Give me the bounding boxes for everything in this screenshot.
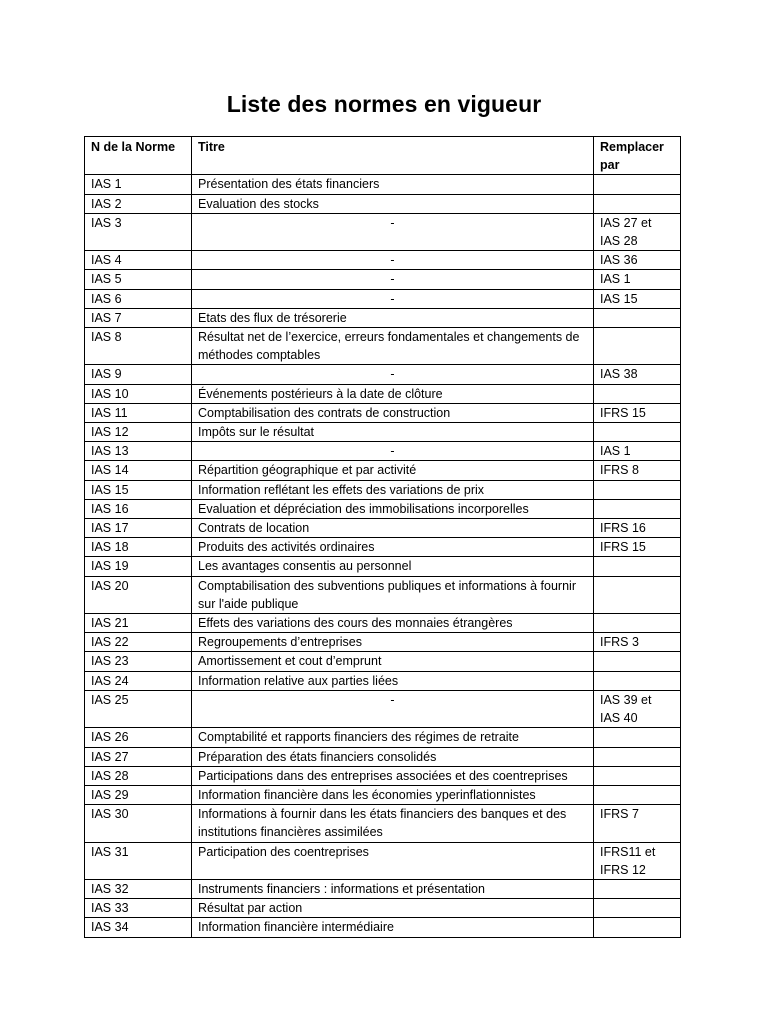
cell-title: Information reflétant les effets des variations de prix bbox=[192, 480, 594, 499]
table-row bbox=[85, 538, 681, 557]
cell-title: - bbox=[192, 690, 594, 727]
table-row bbox=[85, 842, 681, 879]
table-row bbox=[85, 557, 681, 576]
table-header-row bbox=[85, 137, 681, 175]
cell-title: Résultat par action bbox=[192, 899, 594, 918]
cell-replaced: IAS 36 bbox=[594, 251, 681, 270]
cell-title: Produits des activités ordinaires bbox=[192, 538, 594, 557]
cell-title: - bbox=[192, 270, 594, 289]
cell-title: - bbox=[192, 251, 594, 270]
cell-replaced bbox=[594, 576, 681, 613]
table-row bbox=[85, 480, 681, 499]
table-row bbox=[85, 690, 681, 727]
cell-norm: IAS 8 bbox=[85, 328, 192, 365]
cell-title: Préparation des états financiers consolidés bbox=[192, 747, 594, 766]
table-row bbox=[85, 766, 681, 785]
table-row bbox=[85, 614, 681, 633]
cell-norm: IAS 14 bbox=[85, 461, 192, 480]
cell-replaced: IFRS 7 bbox=[594, 805, 681, 842]
cell-replaced: IAS 15 bbox=[594, 289, 681, 308]
table-row bbox=[85, 879, 681, 898]
header-replaced: Remplacer par bbox=[594, 137, 681, 175]
cell-norm: IAS 6 bbox=[85, 289, 192, 308]
table-row bbox=[85, 918, 681, 937]
cell-norm: IAS 28 bbox=[85, 766, 192, 785]
table-row bbox=[85, 423, 681, 442]
cell-norm: IAS 21 bbox=[85, 614, 192, 633]
cell-title: Contrats de location bbox=[192, 519, 594, 538]
table-row bbox=[85, 270, 681, 289]
cell-replaced: IFRS 15 bbox=[594, 538, 681, 557]
cell-title: Information financière intermédiaire bbox=[192, 918, 594, 937]
cell-norm: IAS 32 bbox=[85, 879, 192, 898]
cell-replaced: IAS 39 et IAS 40 bbox=[594, 690, 681, 727]
cell-title: Evaluation des stocks bbox=[192, 194, 594, 213]
table-row bbox=[85, 194, 681, 213]
table-row bbox=[85, 519, 681, 538]
cell-title: Présentation des états financiers bbox=[192, 175, 594, 194]
cell-replaced bbox=[594, 614, 681, 633]
cell-norm: IAS 15 bbox=[85, 480, 192, 499]
cell-title: Comptabilité et rapports financiers des régimes de retraite bbox=[192, 728, 594, 747]
cell-title: - bbox=[192, 365, 594, 384]
cell-replaced bbox=[594, 328, 681, 365]
cell-norm: IAS 22 bbox=[85, 633, 192, 652]
cell-title: Regroupements d’entreprises bbox=[192, 633, 594, 652]
cell-title: Amortissement et cout d’emprunt bbox=[192, 652, 594, 671]
cell-replaced bbox=[594, 785, 681, 804]
cell-norm: IAS 19 bbox=[85, 557, 192, 576]
table-row bbox=[85, 251, 681, 270]
cell-norm: IAS 10 bbox=[85, 384, 192, 403]
table-row bbox=[85, 175, 681, 194]
cell-norm: IAS 12 bbox=[85, 423, 192, 442]
cell-replaced: IAS 38 bbox=[594, 365, 681, 384]
cell-norm: IAS 31 bbox=[85, 842, 192, 879]
cell-replaced: IAS 1 bbox=[594, 442, 681, 461]
cell-replaced bbox=[594, 879, 681, 898]
cell-title: Informations à fournir dans les états financiers des banques et des institutions financières assimilées bbox=[192, 805, 594, 842]
table-row bbox=[85, 403, 681, 422]
table-row bbox=[85, 728, 681, 747]
cell-title: Participation des coentreprises bbox=[192, 842, 594, 879]
cell-replaced: IAS 27 et IAS 28 bbox=[594, 213, 681, 250]
cell-title: Résultat net de l’exercice, erreurs fondamentales et changements de méthodes comptables bbox=[192, 328, 594, 365]
norms-table bbox=[84, 136, 681, 938]
cell-title: Effets des variations des cours des monnaies étrangères bbox=[192, 614, 594, 633]
cell-replaced: IFRS11 et IFRS 12 bbox=[594, 842, 681, 879]
table-row bbox=[85, 633, 681, 652]
cell-replaced bbox=[594, 175, 681, 194]
cell-norm: IAS 17 bbox=[85, 519, 192, 538]
cell-replaced bbox=[594, 194, 681, 213]
cell-norm: IAS 34 bbox=[85, 918, 192, 937]
cell-norm: IAS 33 bbox=[85, 899, 192, 918]
table-row bbox=[85, 308, 681, 327]
cell-norm: IAS 30 bbox=[85, 805, 192, 842]
cell-replaced bbox=[594, 423, 681, 442]
cell-replaced: IFRS 3 bbox=[594, 633, 681, 652]
cell-norm: IAS 7 bbox=[85, 308, 192, 327]
table-row bbox=[85, 461, 681, 480]
table-row bbox=[85, 652, 681, 671]
cell-title: Instruments financiers : informations et présentation bbox=[192, 879, 594, 898]
cell-replaced bbox=[594, 652, 681, 671]
cell-norm: IAS 3 bbox=[85, 213, 192, 250]
table-row bbox=[85, 576, 681, 613]
cell-replaced: IFRS 15 bbox=[594, 403, 681, 422]
cell-norm: IAS 5 bbox=[85, 270, 192, 289]
cell-norm: IAS 25 bbox=[85, 690, 192, 727]
cell-title: Participations dans des entreprises associées et des coentreprises bbox=[192, 766, 594, 785]
cell-title: Comptabilisation des contrats de construction bbox=[192, 403, 594, 422]
cell-replaced bbox=[594, 918, 681, 937]
cell-norm: IAS 1 bbox=[85, 175, 192, 194]
table-row bbox=[85, 805, 681, 842]
cell-norm: IAS 29 bbox=[85, 785, 192, 804]
table-row bbox=[85, 442, 681, 461]
cell-title: Impôts sur le résultat bbox=[192, 423, 594, 442]
cell-title: Etats des flux de trésorerie bbox=[192, 308, 594, 327]
cell-norm: IAS 9 bbox=[85, 365, 192, 384]
cell-replaced: IFRS 8 bbox=[594, 461, 681, 480]
cell-title: Evaluation et dépréciation des immobilisations incorporelles bbox=[192, 499, 594, 518]
cell-title: Événements postérieurs à la date de clôture bbox=[192, 384, 594, 403]
table-row bbox=[85, 671, 681, 690]
table-row bbox=[85, 384, 681, 403]
cell-replaced bbox=[594, 766, 681, 785]
cell-norm: IAS 23 bbox=[85, 652, 192, 671]
cell-norm: IAS 18 bbox=[85, 538, 192, 557]
page-title: Liste des normes en vigueur bbox=[226, 91, 542, 117]
cell-norm: IAS 16 bbox=[85, 499, 192, 518]
cell-replaced bbox=[594, 899, 681, 918]
cell-norm: IAS 2 bbox=[85, 194, 192, 213]
cell-title: Comptabilisation des subventions publiques et informations à fournir sur l'aide publique bbox=[192, 576, 594, 613]
cell-replaced bbox=[594, 728, 681, 747]
cell-replaced bbox=[594, 384, 681, 403]
cell-norm: IAS 27 bbox=[85, 747, 192, 766]
table-row bbox=[85, 899, 681, 918]
header-norm: N de la Norme bbox=[85, 137, 192, 175]
cell-title: Répartition géographique et par activité bbox=[192, 461, 594, 480]
cell-replaced bbox=[594, 308, 681, 327]
cell-norm: IAS 11 bbox=[85, 403, 192, 422]
table-row bbox=[85, 289, 681, 308]
table-row bbox=[85, 365, 681, 384]
cell-norm: IAS 24 bbox=[85, 671, 192, 690]
cell-norm: IAS 4 bbox=[85, 251, 192, 270]
cell-title: - bbox=[192, 289, 594, 308]
cell-replaced bbox=[594, 557, 681, 576]
cell-replaced: IFRS 16 bbox=[594, 519, 681, 538]
cell-title: Information financière dans les économies yperinflationnistes bbox=[192, 785, 594, 804]
cell-title: Information relative aux parties liées bbox=[192, 671, 594, 690]
table-row bbox=[85, 747, 681, 766]
cell-norm: IAS 26 bbox=[85, 728, 192, 747]
cell-norm: IAS 13 bbox=[85, 442, 192, 461]
cell-title: - bbox=[192, 442, 594, 461]
table-row bbox=[85, 785, 681, 804]
table-row bbox=[85, 328, 681, 365]
cell-replaced bbox=[594, 499, 681, 518]
table-row bbox=[85, 213, 681, 250]
cell-replaced bbox=[594, 480, 681, 499]
cell-replaced: IAS 1 bbox=[594, 270, 681, 289]
cell-norm: IAS 20 bbox=[85, 576, 192, 613]
table-row bbox=[85, 499, 681, 518]
cell-replaced bbox=[594, 671, 681, 690]
cell-replaced bbox=[594, 747, 681, 766]
header-title: Titre bbox=[192, 137, 594, 175]
cell-title: - bbox=[192, 213, 594, 250]
cell-title: Les avantages consentis au personnel bbox=[192, 557, 594, 576]
